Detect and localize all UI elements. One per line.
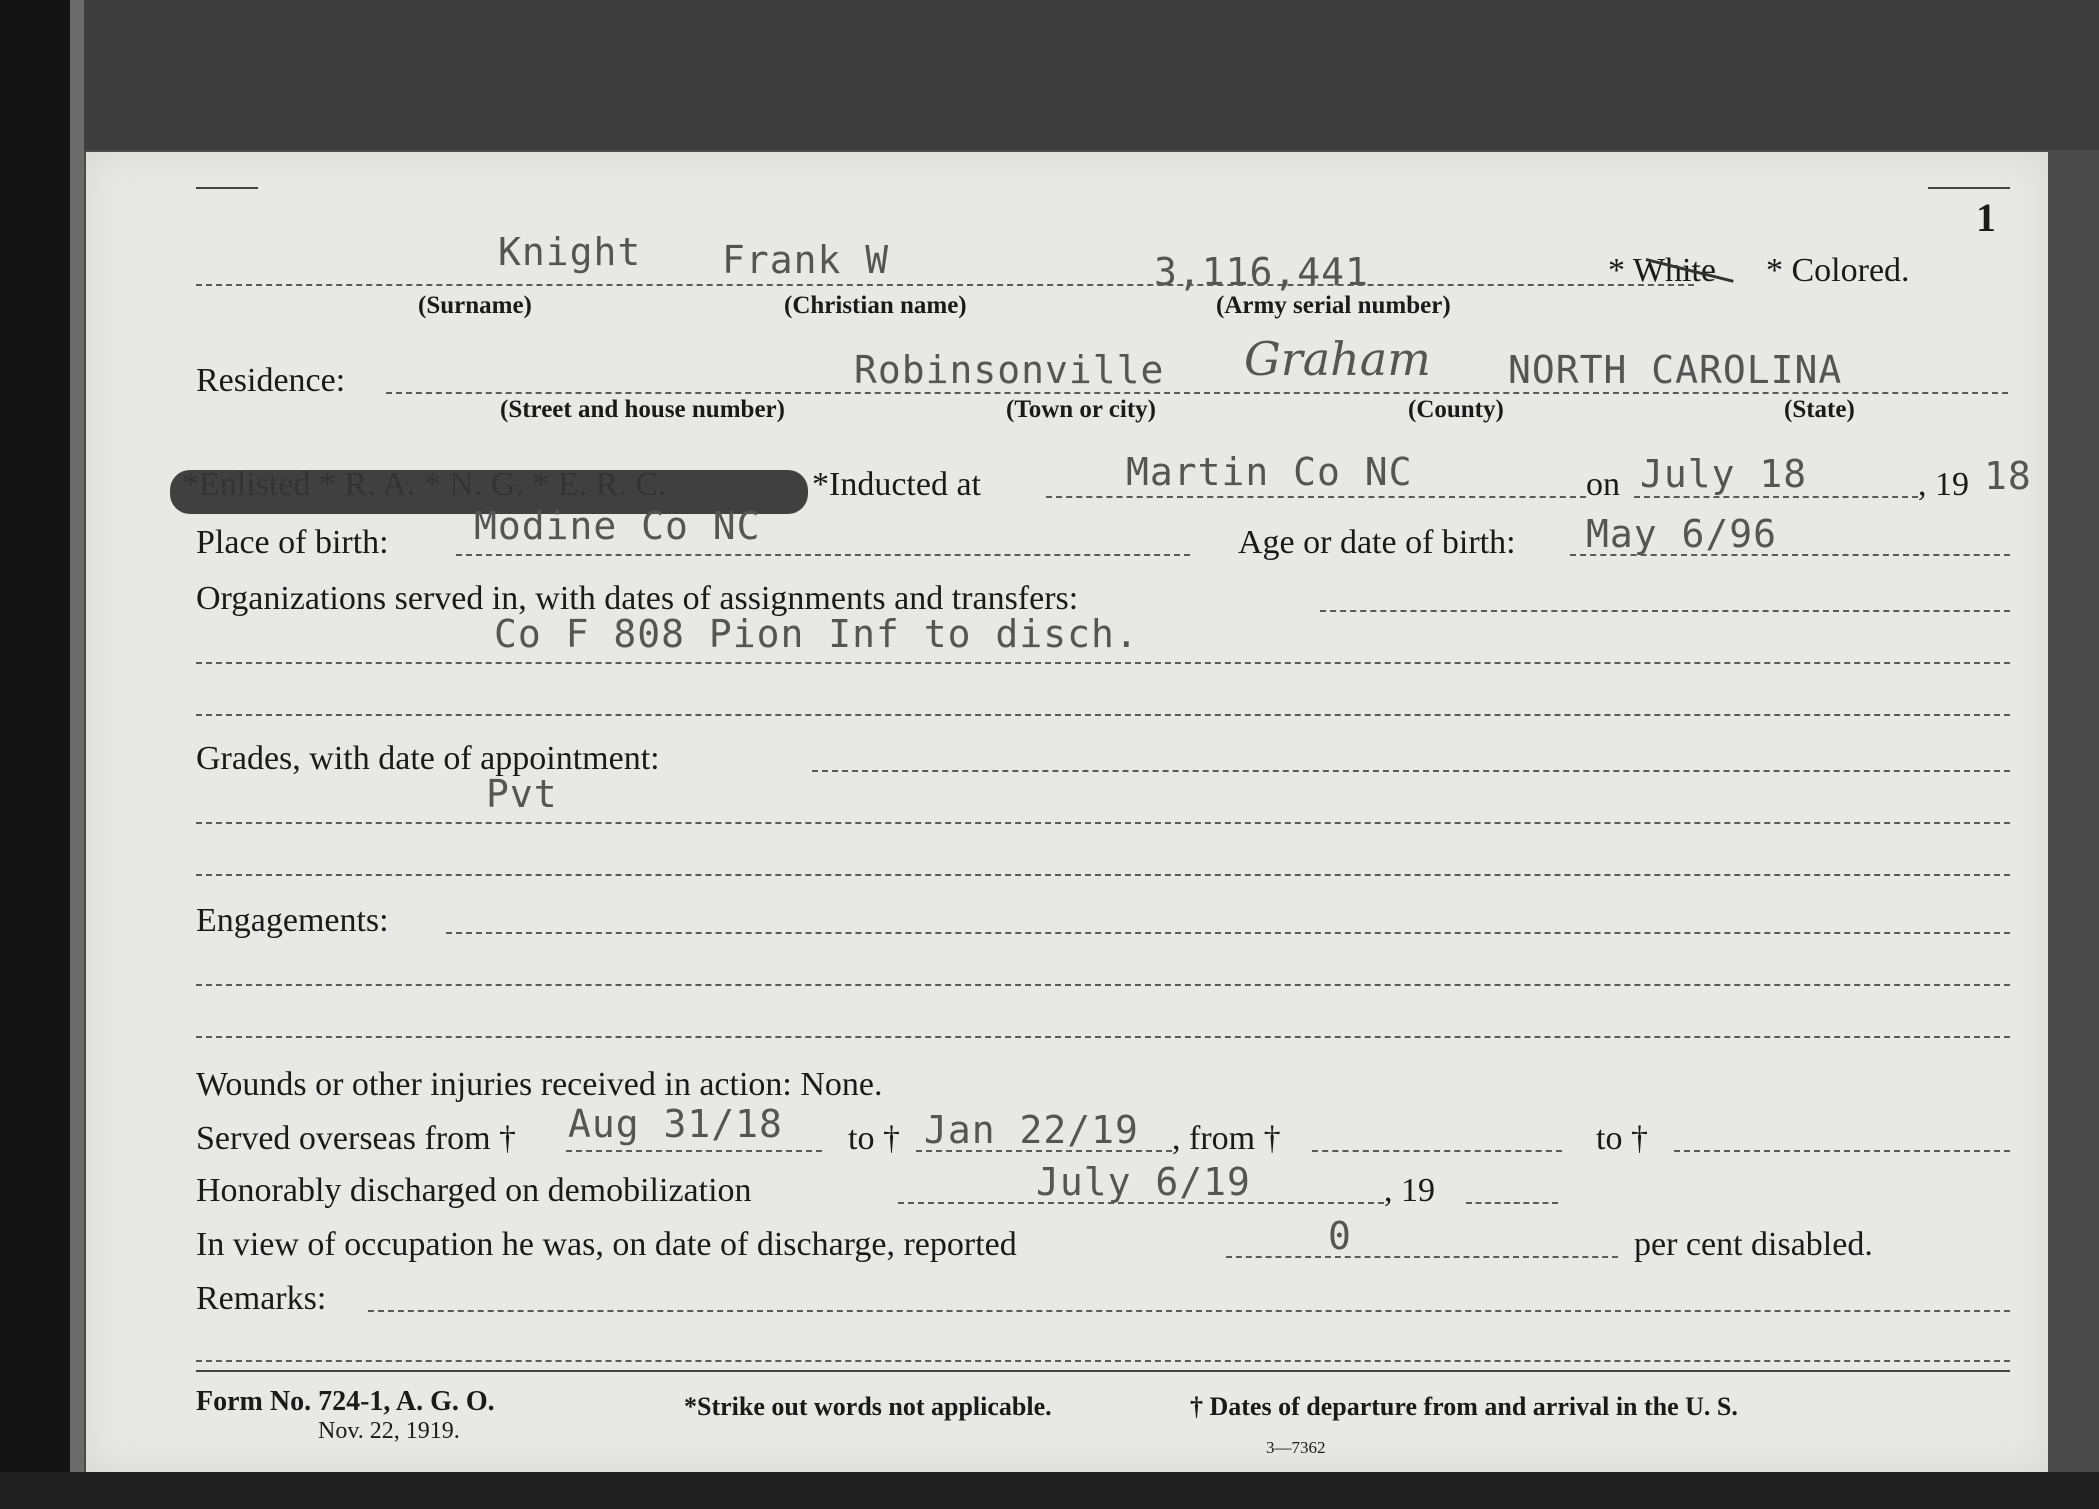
street-caption: (Street and house number) <box>500 396 785 423</box>
remarks-line-2 <box>196 1360 2010 1362</box>
service-record-card <box>86 152 2048 1472</box>
surname-value: Knight <box>498 230 642 274</box>
comma19-label: , 19 <box>1384 1172 1435 1209</box>
grades-line-3 <box>196 874 2010 876</box>
discharged-line <box>898 1202 1384 1204</box>
age-dob-label: Age or date of birth: <box>1238 524 1516 561</box>
wounds-label: Wounds or other injuries received in action: None. <box>196 1066 883 1103</box>
residence-line <box>386 392 2008 394</box>
footer-rule <box>196 1370 2010 1372</box>
inducted-on-value: July 18 <box>1640 452 1808 496</box>
served-overseas-label: Served overseas from † <box>196 1120 517 1157</box>
residence-label: Residence: <box>196 362 346 399</box>
form-date: Nov. 22, 1919. <box>318 1418 460 1444</box>
organizations-line-3 <box>196 714 2010 716</box>
place-of-birth-value: Modine Co NC <box>474 504 761 548</box>
engagements-label: Engagements: <box>196 902 389 939</box>
engagements-line-3 <box>196 1036 2010 1038</box>
to-label: to † <box>848 1120 900 1157</box>
inducted-at-line <box>1046 496 1586 498</box>
name-line <box>196 284 1694 286</box>
organizations-line-1 <box>1320 610 2010 612</box>
state-caption: (State) <box>1784 396 1855 423</box>
top-left-rule <box>196 187 258 189</box>
organizations-label: Organizations served in, with dates of assignments and transfers: <box>196 580 1079 617</box>
engagements-line-2 <box>196 984 2010 986</box>
overseas-to-line <box>916 1150 1172 1152</box>
form-number: Form No. 724-1, A. G. O. <box>196 1386 495 1417</box>
place-of-birth-line <box>456 554 1190 556</box>
disabled-percent-value: 0 <box>1328 1214 1352 1258</box>
inducted-year-value: 18 <box>1984 454 2032 498</box>
to2-label: to † <box>1596 1120 1648 1157</box>
honorably-discharged-label: Honorably discharged on demobilization <box>196 1172 752 1209</box>
scan-background-bottom <box>0 1472 2099 1509</box>
organizations-line-2 <box>196 662 2010 664</box>
grades-label: Grades, with date of appointment: <box>196 740 660 777</box>
county-caption: (County) <box>1408 396 1504 423</box>
christian-name-value: Frank W <box>722 238 890 282</box>
grades-line-2 <box>196 822 2010 824</box>
grades-line-1 <box>812 770 2010 772</box>
discharged-value: July 6/19 <box>1036 1160 1251 1204</box>
per-cent-label: per cent disabled. <box>1634 1226 1873 1263</box>
nineteen-label: , 19 <box>1918 466 1969 503</box>
in-view-label: In view of occupation he was, on date of discharge, reported <box>196 1226 1017 1263</box>
card-number: 1 <box>1976 195 1996 240</box>
dagger-note: † Dates of departure from and arrival in the U. S. <box>1190 1392 1738 1421</box>
inducted-on-line <box>1634 496 1918 498</box>
remarks-label: Remarks: <box>196 1280 327 1317</box>
town-value: Robinsonville <box>854 348 1165 392</box>
inducted-at-label: *Inducted at <box>812 466 981 503</box>
on-label: on <box>1586 466 1620 503</box>
scan-background-top <box>0 0 2099 150</box>
colored-option: * Colored. <box>1766 252 1910 289</box>
discharged-year-line <box>1466 1202 1558 1204</box>
scan-background-left-edge <box>0 0 70 1509</box>
top-right-rule <box>1928 187 2010 189</box>
disabled-line <box>1226 1256 1618 1258</box>
strike-note: *Strike out words not applicable. <box>684 1392 1052 1421</box>
place-of-birth-label: Place of birth: <box>196 524 389 561</box>
county-value: Graham <box>1244 332 1431 386</box>
inducted-at-value: Martin Co NC <box>1126 450 1413 494</box>
overseas-from-value: Aug 31/18 <box>568 1102 783 1146</box>
white-option: * White <box>1608 252 1716 289</box>
army-serial-caption: (Army serial number) <box>1216 292 1451 319</box>
dob-line <box>1570 554 2010 556</box>
to2-line <box>1674 1150 2010 1152</box>
organization-value: Co F 808 Pion Inf to disch. <box>494 612 1139 656</box>
from-label: , from † <box>1172 1120 1281 1157</box>
dob-value: May 6/96 <box>1586 512 1778 556</box>
scan-background-strip <box>70 0 84 1509</box>
print-code: 3—7362 <box>1266 1438 1326 1457</box>
engagements-line-1 <box>446 932 2010 934</box>
christian-name-caption: (Christian name) <box>784 292 967 319</box>
surname-caption: (Surname) <box>418 292 532 319</box>
grade-value: Pvt <box>486 772 558 816</box>
overseas-from-line <box>566 1150 822 1152</box>
serial-number-value: 3,116,441 <box>1154 250 1369 294</box>
overseas-to-value: Jan 22/19 <box>924 1108 1139 1152</box>
remarks-line-1 <box>368 1310 2010 1312</box>
town-caption: (Town or city) <box>1006 396 1156 423</box>
state-value: NORTH CAROLINA <box>1508 348 1843 392</box>
from-line <box>1312 1150 1562 1152</box>
